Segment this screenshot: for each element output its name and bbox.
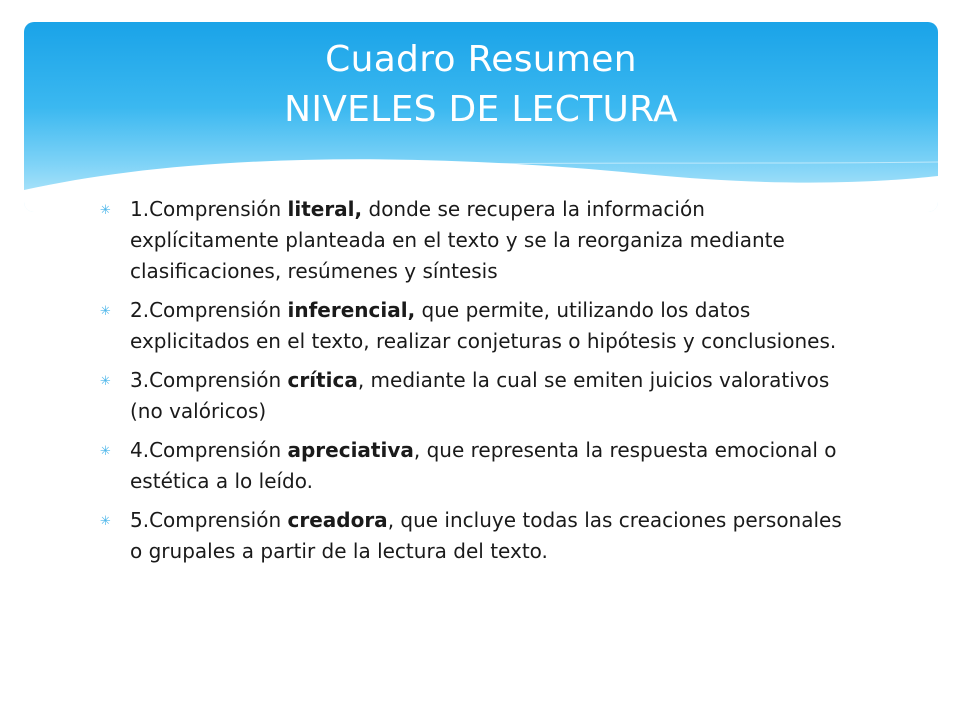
item-keyword: literal, xyxy=(287,197,363,221)
slide-subtitle: NIVELES DE LECTURA xyxy=(284,89,678,130)
item-number-text: 4.Comprensión xyxy=(130,438,288,462)
title-banner xyxy=(24,22,938,212)
list-item xyxy=(100,505,860,567)
asterisk-icon: ✳ xyxy=(100,374,111,389)
list-item xyxy=(100,365,860,427)
asterisk-icon: ✳ xyxy=(100,514,111,529)
asterisk-icon: ✳ xyxy=(100,444,111,459)
item-description: , que representa la respuesta emocional o estética a lo leído. xyxy=(130,438,837,493)
asterisk-icon: ✳ xyxy=(100,304,111,319)
item-description: donde se recupera la información explícitamente planteada en el texto y se la reorganiza mediante clasificaciones, resúmenes y síntesis xyxy=(130,197,785,283)
item-number-text: 1.Comprensión xyxy=(130,197,288,221)
item-description: , mediante la cual se emiten juicios valorativos (no valóricos) xyxy=(130,368,830,423)
item-keyword: inferencial, xyxy=(287,298,416,322)
list-item xyxy=(100,435,860,497)
list-item xyxy=(100,194,860,287)
asterisk-icon: ✳ xyxy=(100,203,111,218)
list-item xyxy=(100,295,860,357)
item-description: , que incluye todas las creaciones personales o grupales a partir de la lectura del texto. xyxy=(130,508,842,563)
item-keyword: creadora xyxy=(287,508,388,532)
item-number-text: 3.Comprensión xyxy=(130,368,288,392)
item-keyword: apreciativa xyxy=(287,438,414,462)
slide-title: Cuadro Resumen xyxy=(325,39,637,80)
item-number-text: 5.Comprensión xyxy=(130,508,288,532)
bullet-list xyxy=(100,194,860,575)
item-description: que permite, utilizando los datos explicitados en el texto, realizar conjeturas o hipótesis y conclusiones. xyxy=(130,298,837,353)
item-number-text: 2.Comprensión xyxy=(130,298,288,322)
item-keyword: crítica xyxy=(287,368,358,392)
